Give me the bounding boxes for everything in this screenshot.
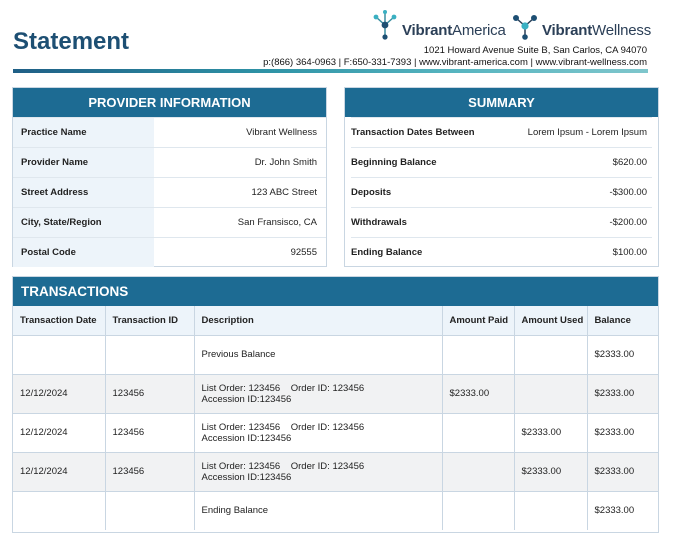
amount-used: $2333.00 [514, 413, 587, 452]
amount-paid [442, 335, 514, 374]
header-divider [13, 69, 648, 73]
transactions-heading: TRANSACTIONS [13, 277, 658, 306]
summary-label: Deposits [351, 187, 392, 198]
logo-text-bold: Vibrant [402, 21, 453, 39]
column-header: Amount Paid [442, 306, 514, 335]
amount-used: $2333.00 [514, 452, 587, 491]
table-row [13, 374, 658, 413]
balance: $2333.00 [587, 413, 658, 452]
transaction-description [194, 413, 442, 452]
transaction-id: 123456 [105, 413, 194, 452]
provider-value: 123 ABC Street [251, 187, 317, 198]
company-contact: p:(866) 364-0963 | F:650-331-7393 | www.vibrant-america.com | www.vibrant-wellness.com [263, 57, 647, 68]
summary-value: Lorem Ipsum - Lorem Ipsum [527, 127, 647, 138]
provider-row [13, 237, 326, 267]
logo-text-rest: Wellness [592, 21, 651, 39]
provider-label: Practice Name [13, 118, 154, 147]
summary-label: Withdrawals [351, 217, 407, 228]
column-header: Transaction Date [13, 306, 105, 335]
column-header: Amount Used [514, 306, 587, 335]
description-line: Accession ID:123456 [201, 393, 292, 405]
transaction-description [194, 452, 442, 491]
amount-paid [442, 491, 514, 530]
summary-heading: SUMMARY [345, 88, 658, 117]
summary-row [351, 237, 652, 267]
transaction-id: 123456 [105, 452, 194, 491]
amount-used [514, 335, 587, 374]
table-row [13, 491, 658, 530]
summary-row [351, 207, 652, 237]
transaction-description [194, 374, 442, 413]
provider-label: Street Address [13, 178, 154, 207]
provider-label: Postal Code [13, 238, 154, 267]
transaction-date [13, 335, 105, 374]
transaction-id [105, 491, 194, 530]
transaction-id: 123456 [105, 374, 194, 413]
vibrant-wellness-logo [510, 6, 651, 44]
summary-panel [344, 87, 659, 267]
table-row [13, 335, 658, 374]
transaction-id [105, 335, 194, 374]
amount-paid: $2333.00 [442, 374, 514, 413]
amount-paid [442, 452, 514, 491]
provider-row [13, 117, 326, 147]
summary-row [351, 177, 652, 207]
provider-value: Dr. John Smith [254, 157, 317, 168]
balance: $2333.00 [587, 491, 658, 530]
description-line: List Order: 123456 Order ID: 123456 [201, 421, 365, 433]
column-header: Transaction ID [105, 306, 194, 335]
summary-row [351, 117, 652, 147]
description-line: Accession ID:123456 [201, 471, 292, 483]
description-line: List Order: 123456 Order ID: 123456 [201, 382, 365, 394]
page-title: Statement [13, 28, 130, 55]
company-address: 1021 Howard Avenue Suite B, San Carlos, CA 94070 [423, 45, 647, 56]
amount-used [514, 374, 587, 413]
summary-value: $100.00 [612, 247, 647, 258]
column-header: Balance [587, 306, 658, 335]
vibrant-america-logo [370, 6, 506, 44]
column-header: Description [194, 306, 442, 335]
balance: $2333.00 [587, 374, 658, 413]
description-line: Accession ID:123456 [201, 432, 292, 444]
summary-label: Beginning Balance [351, 157, 437, 168]
description-line: Ending Balance [201, 505, 269, 517]
summary-label: Transaction Dates Between [351, 127, 475, 138]
provider-label: City, State/Region [13, 208, 154, 237]
transaction-date: 12/12/2024 [13, 374, 105, 413]
provider-row [13, 147, 326, 177]
logo-text-rest: America [452, 21, 506, 39]
description-line: Previous Balance [201, 349, 276, 360]
amount-used [514, 491, 587, 530]
provider-row [13, 177, 326, 207]
transactions-panel [12, 276, 659, 533]
balance: $2333.00 [587, 335, 658, 374]
molecule-icon [510, 8, 540, 42]
table-row [13, 413, 658, 452]
provider-value: Vibrant Wellness [246, 127, 317, 138]
transaction-date: 12/12/2024 [13, 413, 105, 452]
logo-text-bold: Vibrant [542, 21, 593, 39]
amount-paid [442, 413, 514, 452]
provider-row [13, 207, 326, 237]
description-line: List Order: 123456 Order ID: 123456 [201, 460, 365, 472]
transactions-table [13, 306, 658, 530]
balance: $2333.00 [587, 452, 658, 491]
transaction-description [194, 335, 442, 374]
provider-information-panel [12, 87, 327, 267]
provider-value: 92555 [290, 247, 317, 258]
provider-value: San Fransisco, CA [237, 217, 317, 228]
provider-label: Provider Name [13, 148, 154, 177]
summary-value: -$300.00 [609, 187, 647, 198]
summary-value: -$200.00 [609, 217, 647, 228]
brand-logos [370, 6, 650, 44]
transaction-description [194, 491, 442, 530]
transaction-date: 12/12/2024 [13, 452, 105, 491]
provider-information-heading: PROVIDER INFORMATION [13, 88, 326, 117]
summary-value: $620.00 [612, 157, 647, 168]
transaction-date [13, 491, 105, 530]
table-header-row [13, 306, 658, 335]
molecule-icon [370, 8, 400, 42]
table-row [13, 452, 658, 491]
summary-row [351, 147, 652, 177]
summary-label: Ending Balance [351, 247, 423, 258]
